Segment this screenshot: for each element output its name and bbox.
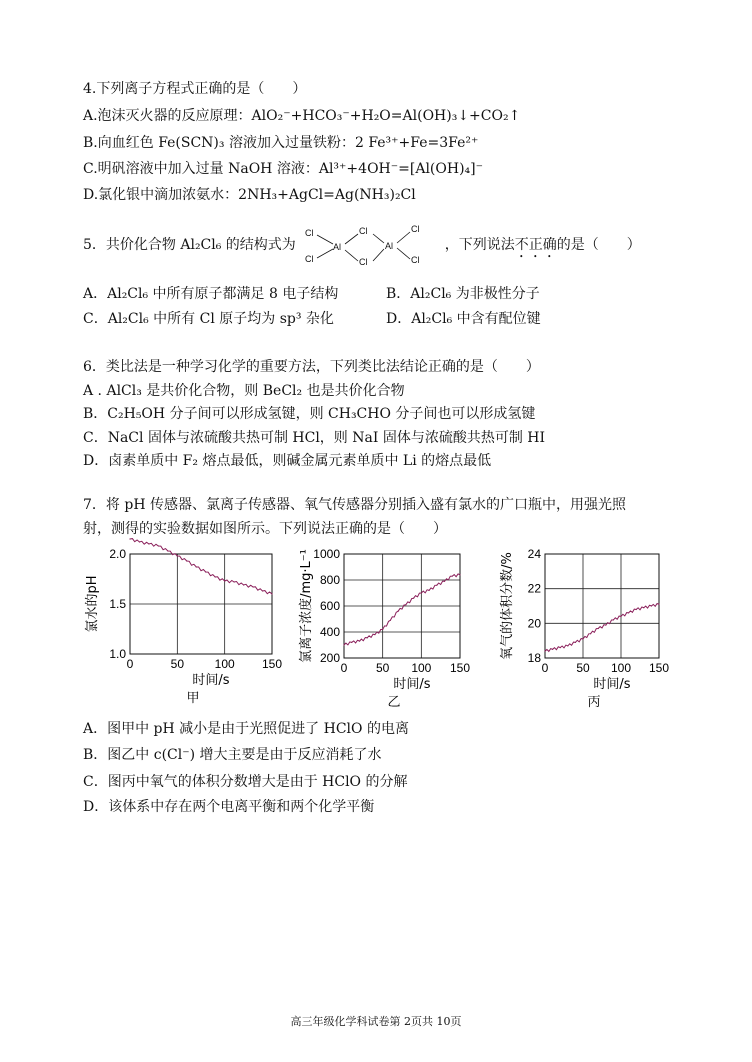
data-point bbox=[398, 611, 399, 612]
chart-bing bbox=[495, 546, 675, 716]
q6-stem: 6．类比法是一种学习化学的重要方法，下列类比法结论正确的是（ ） bbox=[83, 359, 540, 375]
series-line bbox=[545, 604, 659, 652]
q7-stem-2: 射，测得的实验数据如图所示。下列说法正确的是（ ） bbox=[83, 521, 447, 537]
data-point bbox=[148, 543, 149, 544]
data-point bbox=[129, 538, 130, 539]
data-point bbox=[560, 647, 561, 648]
q6-option-c: C．NaCl 固体与浓硫酸共热可制 HCl，则 NaI 固体与浓硫酸共热可制 HI bbox=[83, 430, 546, 446]
struct-cl-2: Cl bbox=[305, 254, 314, 264]
struct-cl-6: Cl bbox=[411, 255, 420, 265]
data-point bbox=[552, 649, 553, 650]
struct-al-2: Al bbox=[385, 241, 394, 251]
data-point bbox=[215, 576, 216, 577]
x-tick-label: 50 bbox=[170, 657, 185, 671]
x-tick-label: 150 bbox=[261, 657, 283, 671]
data-point bbox=[421, 592, 422, 593]
data-point bbox=[452, 576, 453, 577]
data-point bbox=[628, 612, 629, 613]
q5-stem-emph: 不正确 bbox=[514, 237, 557, 253]
data-point bbox=[271, 593, 272, 594]
data-point bbox=[567, 645, 568, 646]
q5-stem-post: ，下列说法 bbox=[444, 237, 515, 253]
data-point bbox=[605, 624, 606, 625]
y-tick-label: 18 bbox=[527, 651, 541, 665]
data-point bbox=[234, 581, 235, 582]
x-axis-label: 时间/s bbox=[393, 677, 431, 692]
data-point bbox=[177, 555, 178, 556]
y-tick-label: 400 bbox=[319, 625, 340, 639]
data-point bbox=[598, 628, 599, 629]
chart-title: 丙 bbox=[587, 695, 601, 710]
x-tick-label: 100 bbox=[411, 661, 432, 675]
al2cl6-structure bbox=[293, 222, 433, 268]
data-point bbox=[374, 634, 375, 635]
y-tick-label: 20 bbox=[527, 616, 541, 631]
data-point bbox=[343, 644, 344, 645]
y-tick-label: 600 bbox=[319, 599, 340, 613]
struct-cl-1: Cl bbox=[305, 228, 314, 238]
q5-option-b: B．Al₂Cl₆ 为非极性分子 bbox=[386, 286, 540, 302]
data-point bbox=[205, 571, 206, 572]
q4-option-a: A.泡沫灭火器的反应原理：AlO₂⁻+HCO₃⁻+H₂O=Al(OH)₃↓+CO₂↑ bbox=[83, 108, 521, 124]
x-tick-label: 0 bbox=[340, 661, 348, 675]
x-tick-label: 0 bbox=[541, 661, 549, 675]
q4-option-c: C.明矾溶液中加入过量 NaOH 溶液：Al³⁺+4OH⁻=[Al(OH)₄]⁻ bbox=[83, 161, 484, 177]
data-point bbox=[405, 604, 406, 605]
data-point bbox=[575, 642, 576, 643]
struct-cl-4: Cl bbox=[359, 257, 368, 267]
struct-cl-3: Cl bbox=[359, 226, 368, 236]
data-point bbox=[167, 550, 168, 551]
chart-title: 甲 bbox=[186, 691, 200, 706]
data-point bbox=[651, 605, 652, 606]
plot-frame bbox=[545, 554, 659, 658]
data-point bbox=[243, 584, 244, 585]
chart-jia bbox=[80, 546, 283, 716]
q5-option-d: D．Al₂Cl₆ 中含有配位键 bbox=[386, 311, 541, 327]
y-tick-label: 24 bbox=[527, 547, 541, 561]
q6-option-a: A . AlCl₃ 是共价化合物，则 BeCl₂ 也是共价化合物 bbox=[83, 383, 405, 399]
x-axis-label: 时间/s bbox=[593, 677, 631, 692]
q7-stem-1: 7．将 pH 传感器、氯离子传感器、氧气传感器分别插入盛有氯水的广口瓶中，用强光照 bbox=[83, 497, 626, 513]
data-point bbox=[252, 586, 253, 587]
data-point bbox=[367, 637, 368, 638]
y-axis-label: 氯水的pH bbox=[85, 575, 100, 633]
y-tick-label: 2.0 bbox=[109, 547, 126, 561]
y-tick-label: 200 bbox=[319, 651, 340, 665]
data-point bbox=[582, 638, 583, 639]
y-tick-label: 1000 bbox=[313, 547, 340, 561]
data-point bbox=[636, 609, 637, 610]
x-tick-label: 100 bbox=[214, 657, 235, 671]
q7-option-c: C．图丙中氧气的体积分数增大是由于 HClO 的分解 bbox=[83, 774, 408, 790]
y-tick-label: 22 bbox=[527, 581, 541, 596]
data-point bbox=[413, 598, 414, 599]
y-axis-label: 氧气的体积分数/% bbox=[500, 552, 515, 660]
data-point bbox=[139, 541, 140, 542]
y-tick-label: 1.5 bbox=[109, 597, 126, 611]
y-axis-label: 氯离子浓度/mg·L⁻¹ bbox=[299, 549, 314, 663]
data-point bbox=[643, 607, 644, 608]
data-point bbox=[544, 650, 545, 651]
q7-option-d: D．该体系中存在两个电离平衡和两个化学平衡 bbox=[83, 799, 375, 815]
data-point bbox=[186, 560, 187, 561]
q6-option-b: B．C₂H₅OH 分子间可以形成氢键，则 CH₃CHO 分子间也可以形成氢键 bbox=[83, 406, 536, 422]
data-point bbox=[428, 590, 429, 591]
chart-title: 乙 bbox=[387, 695, 401, 710]
data-point bbox=[224, 580, 225, 581]
x-tick-label: 50 bbox=[576, 661, 590, 675]
data-point bbox=[436, 585, 437, 586]
q4-stem: 4.下列离子方程式正确的是（ ） bbox=[83, 81, 307, 97]
chart-yi bbox=[282, 546, 482, 716]
q5-stem-end: 的是（ ） bbox=[556, 237, 641, 253]
data-point bbox=[590, 633, 591, 634]
x-tick-label: 50 bbox=[375, 661, 390, 675]
y-tick-label: 1.0 bbox=[109, 647, 126, 661]
x-axis-label: 时间/s bbox=[192, 673, 230, 688]
x-tick-label: 0 bbox=[126, 657, 134, 671]
q4-option-d: D.氯化银中滴加浓氨水：2NH₃+AgCl=Ag(NH₃)₂Cl bbox=[83, 187, 416, 203]
q7-option-b: B．图乙中 c(Cl⁻) 增大主要是由于反应消耗了水 bbox=[83, 747, 382, 763]
x-tick-label: 100 bbox=[610, 661, 632, 675]
series-line bbox=[130, 539, 272, 594]
data-point bbox=[658, 604, 659, 605]
data-point bbox=[613, 619, 614, 620]
data-point bbox=[382, 629, 383, 630]
series-line bbox=[344, 574, 460, 645]
data-point bbox=[390, 620, 391, 621]
struct-al-1: Al bbox=[333, 242, 342, 252]
data-point bbox=[196, 566, 197, 567]
struct-cl-5: Cl bbox=[411, 224, 420, 234]
data-point bbox=[444, 581, 445, 582]
data-point bbox=[359, 641, 360, 642]
q7-option-a: A．图甲中 pH 减小是由于光照促进了 HClO 的电离 bbox=[83, 721, 409, 737]
data-point bbox=[459, 574, 460, 575]
x-tick-label: 150 bbox=[449, 661, 471, 675]
data-point bbox=[158, 545, 159, 546]
q5-option-c: C．Al₂Cl₆ 中所有 Cl 原子均为 sp³ 杂化 bbox=[83, 311, 334, 327]
page-footer: 高三年级化学科试卷第 2页共 10页 bbox=[290, 1015, 462, 1028]
data-point bbox=[262, 590, 263, 591]
data-point bbox=[351, 642, 352, 643]
data-point bbox=[620, 616, 621, 617]
q5-stem-pre: 5．共价化合物 Al₂Cl₆ 的结构式为 bbox=[83, 237, 296, 253]
x-tick-label: 150 bbox=[648, 661, 670, 675]
q4-option-b: B.向血红色 Fe(SCN)₃ 溶液加入过量铁粉：2 Fe³⁺+Fe=3Fe²⁺ bbox=[83, 135, 479, 151]
q5-option-a: A．Al₂Cl₆ 中所有原子都满足 8 电子结构 bbox=[83, 286, 339, 302]
y-tick-label: 800 bbox=[319, 573, 340, 587]
q6-option-d: D．卤素单质中 F₂ 熔点最低，则碱金属元素单质中 Li 的熔点最低 bbox=[83, 453, 492, 469]
